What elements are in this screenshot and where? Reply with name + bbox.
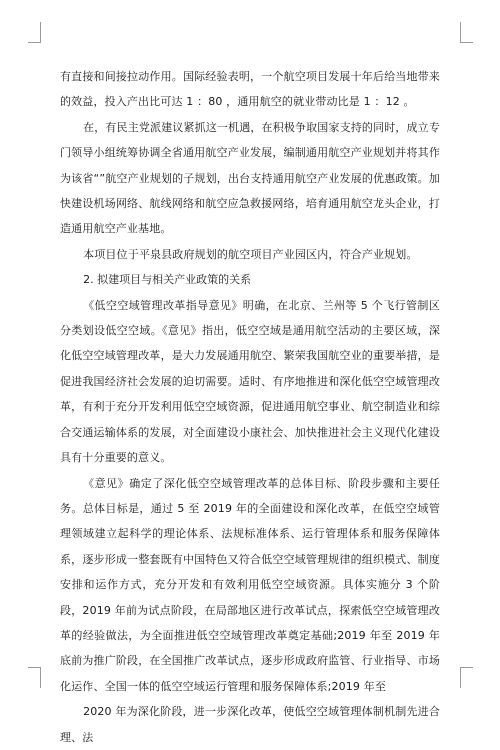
paragraph-airspace-guidance: 《低空空域管理改革指导意见》明确，在北京、兰州等 5 个飞行管制区分类划设低空空域。《意见》指出，低空空域是通用航空活动的主要区域，深化低空空域管理改革，是大力发展通用航空、繁荣我国航空业的重要举措，是促进我国经济社会发展的迫切需要。适时、有序地推进和深化低空空域管理改革，有利于充分开发利用低空空域资源，促进通用航空事业、航空制造业和综合交通运输体系的发展，对全面建设小康社会、加快推进社会主义现代化建设具有十分重要的意义。 — [60, 298, 440, 465]
crop-mark-bottom-right — [460, 667, 473, 688]
paragraph-continuation: 有直接和间接拉动作用。国际经验表明，一个航空项目发展十年后给当地带来的效益，投入产出比可达 1 ：80 ，通用航空的就业带动比是 1 ：12 。 — [60, 70, 440, 109]
paragraph-reform-goals: 《意见》确定了深化低空空域管理改革的总体目标、阶段步骤和主要任务。总体目标是，通过 5 至 2019 年的全面建设和深化改革，在低空空域管理领域建立起科学的理论体系、法规标准体系、运行管理体系和服务保障体系，逐步形成一整套既有中国特色又符合低空空域管理规律的组织模式、制度安排和运作方式，充分开发和有效利用低空空域资源。具体实施分 3 个阶段，2019 年前为试点阶段，在局部地区进行改革试点，探索低空空域管理改革的经验做法，为全面推进低空空域管理改革奠定基础;2019 年至 2019 年底前为推广阶段，在全国推广改革试点，逐步形成政府监管、行业指导、市场化运作、全国一体的低空空域运行管理和服务保障体系;2019 年至 — [60, 476, 440, 693]
crop-mark-top-right — [460, 22, 473, 43]
crop-mark-bottom-left — [28, 667, 41, 688]
crop-mark-top-left — [28, 22, 41, 43]
paragraph-project-location: 本项目位于平泉县政府规划的航空项目产业园区内，符合产业规划。 — [83, 247, 418, 261]
paragraph-deepening-stage: 2020 年为深化阶段，进一步深化改革，使低空空域管理体制机制先进合理、法 — [60, 705, 440, 744]
section-heading: 2. 拟建项目与相关产业政策的关系 — [83, 273, 252, 287]
paragraph-proposal: 在，有民主党派建议紧抓这一机遇，在积极争取国家支持的同时，成立专门领导小组统筹协调全省通用航空产业发展，编制通用航空产业规划并将其作为该省“”航空产业规划的子规划，出台支持通用航空产业发展的优惠政策。加快建设机场网络、航线网络和航空应急救援网络，培育通用航空龙头企业，打造通用航空产业基地。 — [60, 120, 440, 236]
document-body — [60, 64, 440, 750]
